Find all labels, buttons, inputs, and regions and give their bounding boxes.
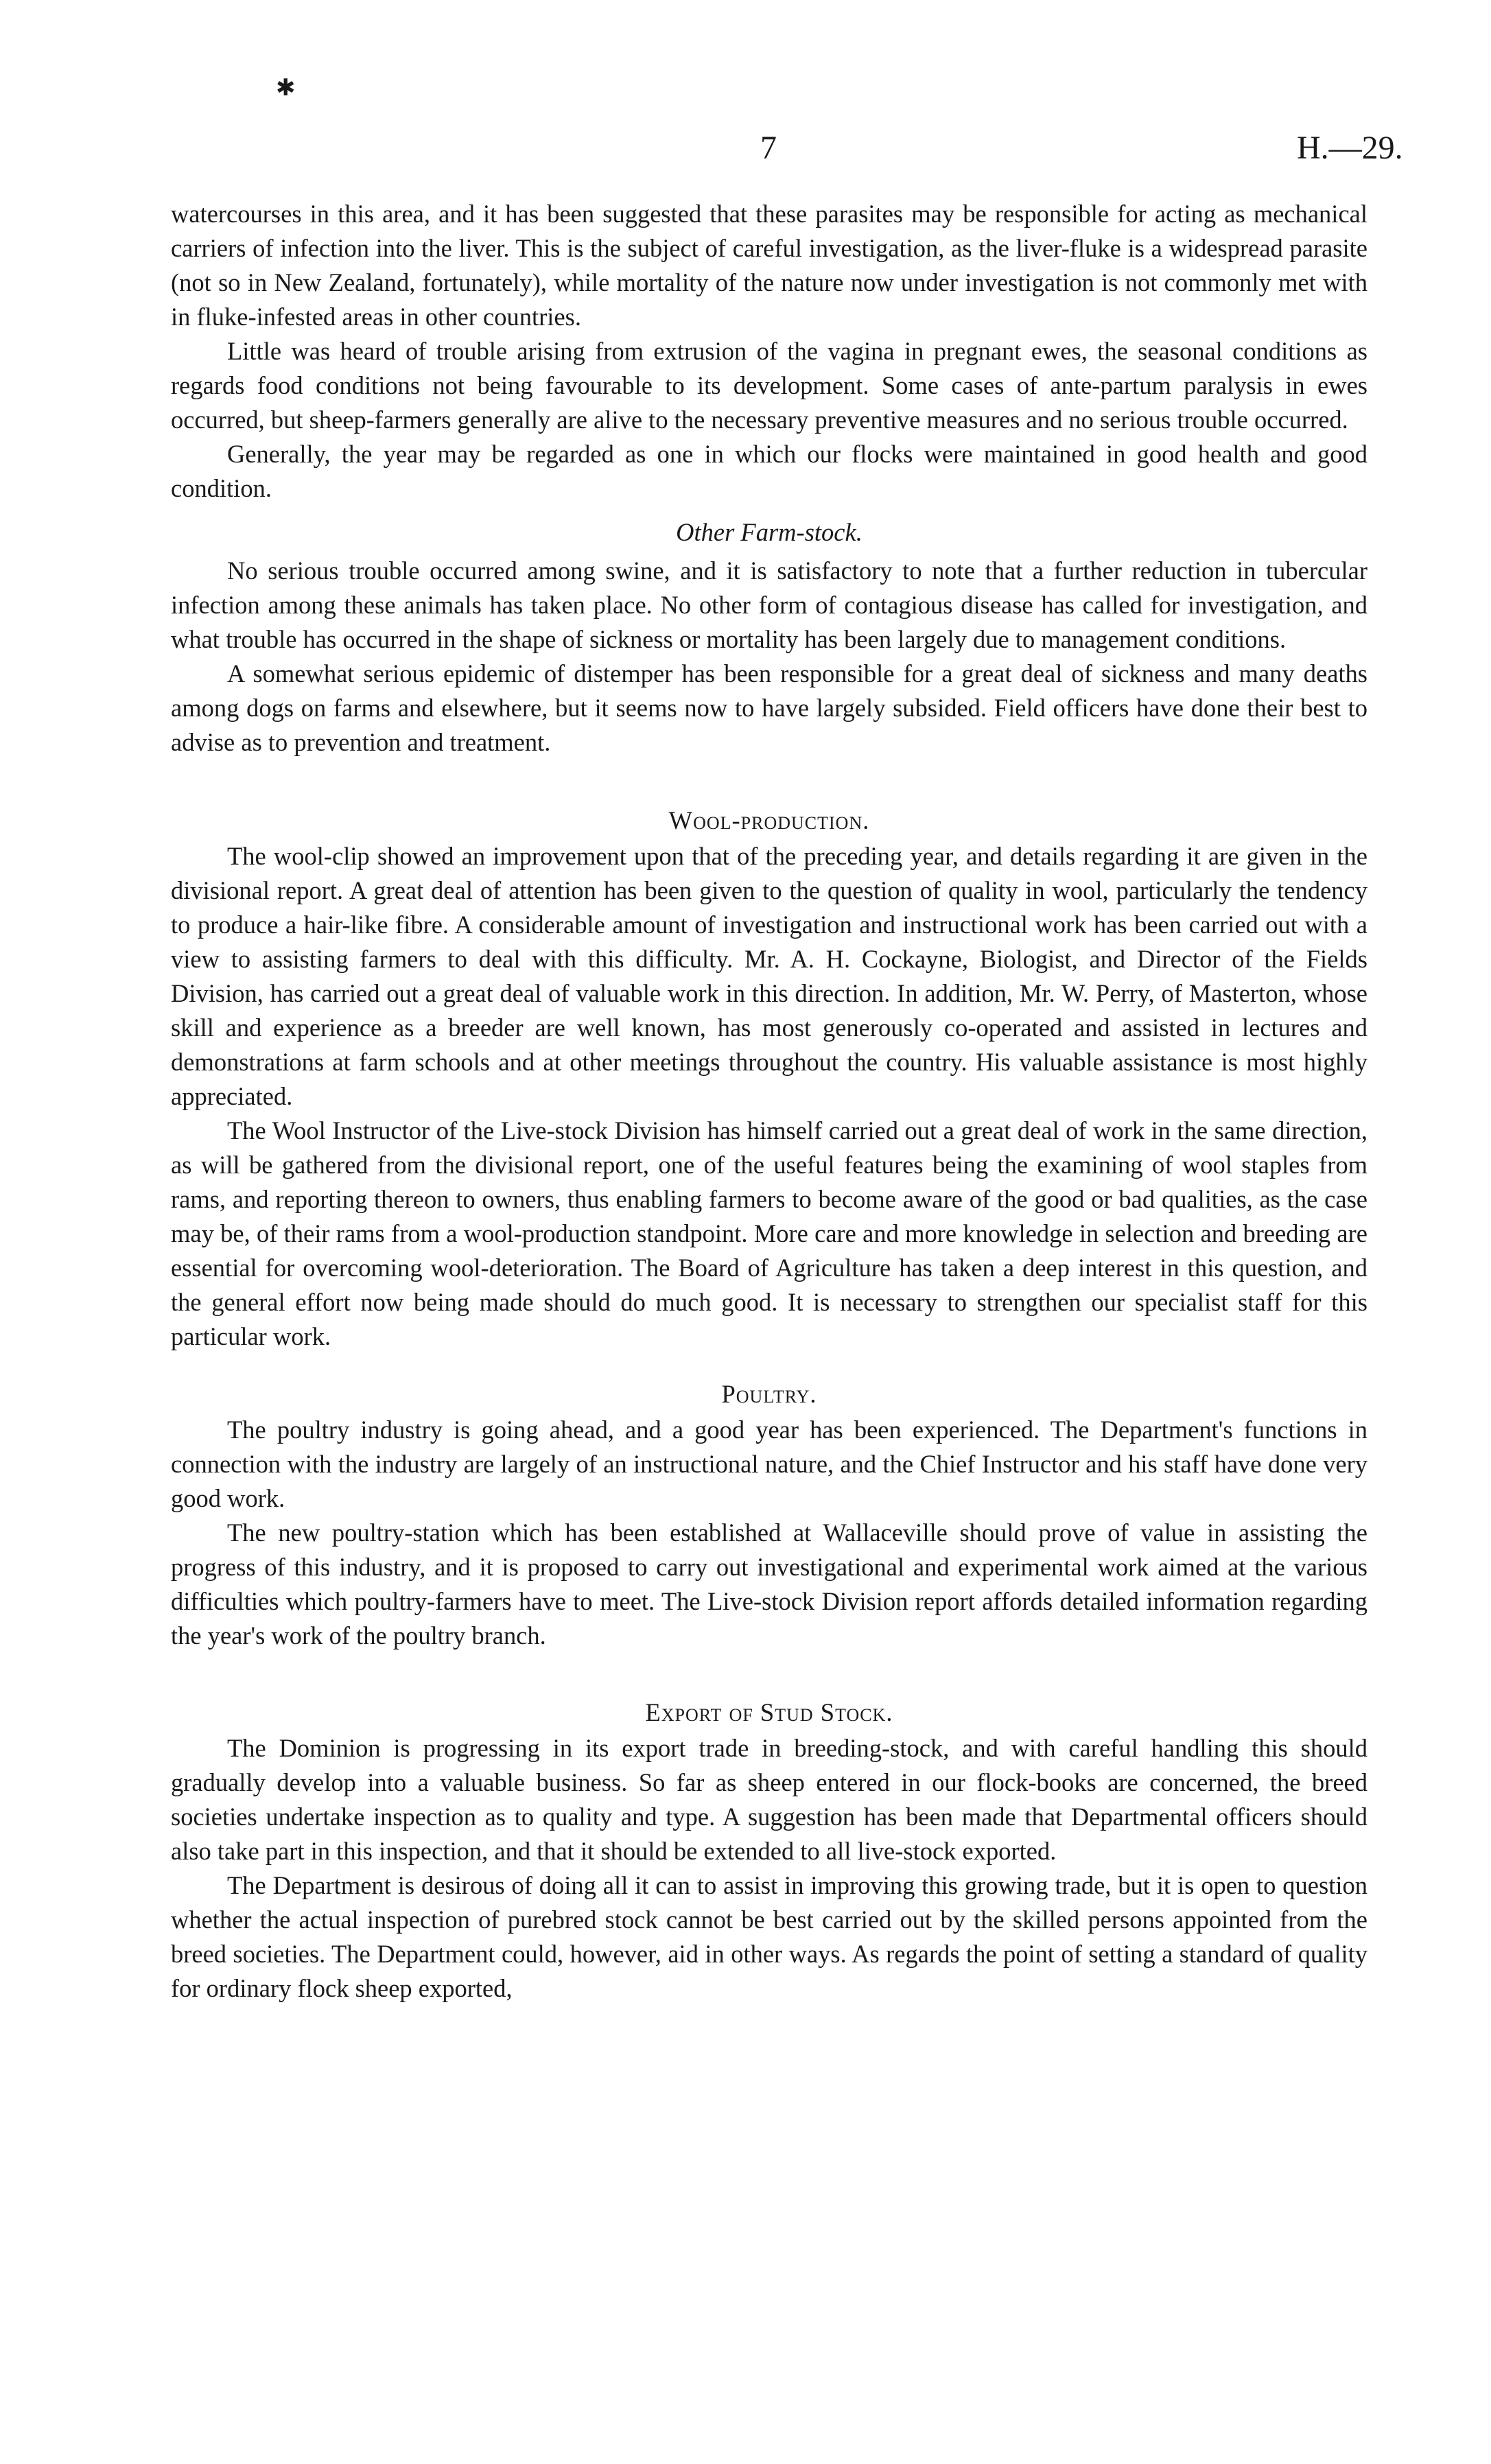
page-mark: ✱ [276, 75, 296, 101]
paragraph: Little was heard of trouble arising from extrusion of the vagina in pregnant ewes, the seasonal conditions as regards food conditions not being favourable to its development. Some cases of ante-partum paralysis in ewes occurred, but sheep-farmers generally are alive to the necessary preventive measures and no serious trouble occurred. [171, 337, 1367, 434]
paragraph: The Department is desirous of doing all it can to assist in improving this growing trade, but it is open to question whether the actual inspection of purebred stock cannot be best carried out by the skilled persons appointed from the breed societies. The Department could, however, aid in other ways. As regards the point of setting a standard of quality for ordinary flock sheep exported, [171, 1871, 1367, 2002]
section-subheading: Other Farm-stock. [676, 518, 862, 546]
paragraph: The wool-clip showed an improvement upon that of the preceding year, and details regarding it are given in the divisional report. A great deal of attention has been given to the question of quality in wool, particularly the tendency to produce a hair-like fibre. A considerable amount of investigation and instructional work has been carried out with a view to assisting farmers to deal with this difficulty. Mr. A. H. Cockayne, Biologist, and Director of the Fields Division, has carried out a great deal of valuable work in this direction. In addition, Mr. W. Perry, of Masterton, whose skill and experience as a breeder are well known, has most generously co-operated and assisted in lectures and demonstrations at farm schools and at other meetings throughout the country. His valuable assistance is most highly appreciated. [171, 842, 1367, 1110]
paragraph: No serious trouble occurred among swine, and it is satisfactory to note that a further reduction in tubercular infection among these animals has taken place. No other form of contagious disease has called for investigation, and what trouble has occurred in the shape of sickness or mortality has been largely due to management conditions. [171, 556, 1367, 653]
section-heading: Export of Stud Stock. [645, 1698, 893, 1726]
paragraph: The new poultry-station which has been established at Wallaceville should prove of value in assisting the progress of this industry, and it is proposed to carry out investigational and experimental work aimed at the various difficulties which poultry-farmers have to meet. The Live-stock Division report affords detailed information regarding the year's work of the poultry branch. [171, 1518, 1367, 1650]
page-header [0, 128, 1491, 176]
paragraph: watercourses in this area, and it has been suggested that these parasites may be responsible for acting as mechanical carriers of infection into the liver. This is the subject of careful investigation, as the liver-fluke is a widespread parasite (not so in New Zealand, fortunately), while mortality of the nature now under investigation is not commonly met with in fluke-infested areas in other countries. [171, 200, 1367, 331]
section-wool-production [171, 803, 1367, 1354]
paragraph: The Dominion is progressing in its export trade in breeding-stock, and with careful handling this should gradually develop into a valuable business. So far as sheep entered in our flock-books are concerned, the breed societies undertake inspection as to quality and type. A suggestion has been made that Departmental officers should also take part in this inspection, and that it should be extended to all live-stock exported. [171, 1734, 1367, 1865]
paragraph: A somewhat serious epidemic of distemper has been responsible for a great deal of sickness and many deaths among dogs on farms and elsewhere, but it seems now to have largely subsided. Field officers have done their best to advise as to prevention and treatment. [171, 659, 1367, 756]
paragraph: The poultry industry is going ahead, and a good year has been experienced. The Department's functions in connection with the industry are largely of an instructional nature, and the Chief Instructor and his staff have done very good work. [171, 1416, 1367, 1512]
section-heading: Poultry. [721, 1380, 817, 1408]
document-reference: H.—29. [1297, 130, 1403, 166]
paragraph: Generally, the year may be regarded as one in which our flocks were maintained in good health and good condition. [171, 440, 1367, 502]
page-number: 7 [760, 130, 777, 166]
section-heading: Wool-production. [668, 806, 870, 834]
page-body [171, 197, 1367, 2006]
section-poultry [171, 1377, 1367, 1653]
paragraph: The Wool Instructor of the Live-stock Division has himself carried out a great deal of work in the same direction, as will be gathered from the divisional report, one of the useful features being the examining of wool staples from rams, and reporting thereon to owners, thus enabling farmers to become aware of the good or bad qualities, as the case may be, of their rams from a wool-production standpoint. More care and more knowledge in selection and breeding are essential for overcoming wool-deterioration. The Board of Agriculture has taken a deep interest in this question, and the general effort now being made should do much good. It is necessary to strengthen our specialist staff for this particular work. [171, 1116, 1367, 1350]
section-other-farm-stock [171, 515, 1367, 760]
section-export-stud-stock [171, 1696, 1367, 2006]
section-continuation [171, 197, 1367, 506]
